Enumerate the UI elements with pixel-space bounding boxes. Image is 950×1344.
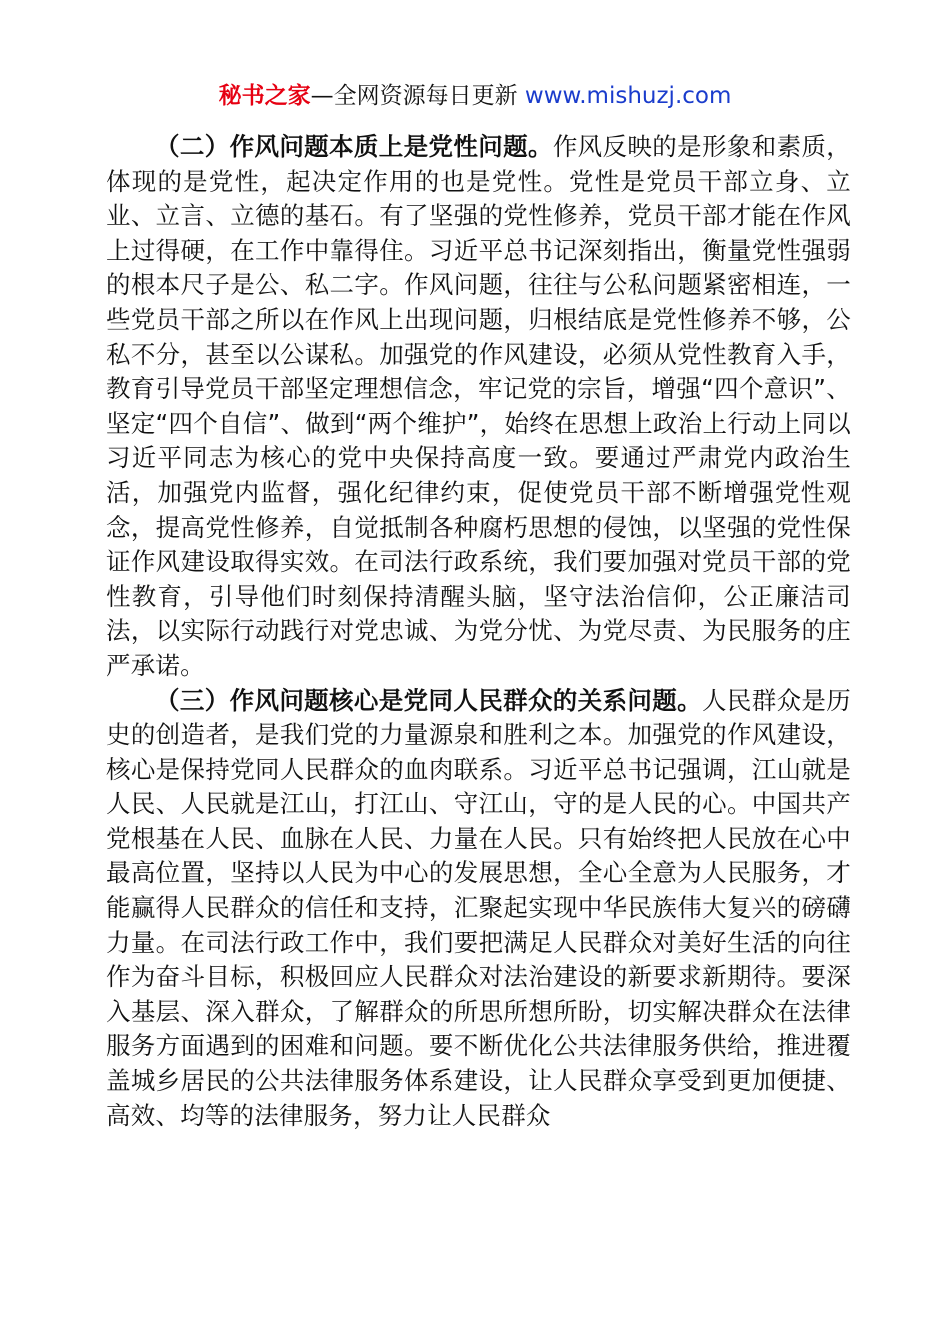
header-url-link[interactable]: www.mishuzj.com: [524, 83, 732, 109]
paragraph-three-heading: （三）作风问题核心是党同人民群众的关系问题。: [155, 685, 702, 715]
header-brand: 秘书之家: [218, 83, 311, 109]
header-tagline: —全网资源每日更新: [310, 83, 525, 109]
paragraph-two-heading: （二）作风问题本质上是党性问题。: [155, 132, 553, 161]
paragraph-two-text: 作风反映的是形象和素质，体现的是党性，起决定作用的也是党性。党性是党员干部立身、立业、立言、立德的基石。有了坚强的党性修养，党员干部才能在作风上过得硬，在工作中靠得住。习近平总书记深刻指出，衡量党性强弱的根本尺子是公、私二字。作风问题，往往与公私问题紧密相连，一些党员干部之所以在作风上出现问题，归根结底是党性修养不够，公私不分，甚至以公谋私。加强党的作风建设，必须从党性教育入手，教育引导党员干部坚定理想信念，牢记党的宗旨，增强“四个意识”、坚定“四个自信”、做到“两个维护”，始终在思想上政治上行动上同以习近平同志为核心的党中央保持高度一致。要通过严肃党内政治生活，加强党内监督，强化纪律约束，促使党员干部不断增强党性观念，提高党性修养，自觉抵制各种腐朽思想的侵蚀，以坚强的党性保证作风建设取得实效。在司法行政系统，我们要加强对党员干部的党性教育，引导他们时刻保持清醒头脑，坚守法治信仰，公正廉洁司法，以实际行动践行对党忠诚、为党分忧、为党尽责、为民服务的庄严承诺。: [106, 132, 851, 680]
paragraph-two: [106, 130, 851, 684]
paragraph-three: [106, 684, 851, 1134]
document-body: [106, 130, 851, 1133]
page-header: [0, 80, 950, 112]
paragraph-three-text: 人民群众是历史的创造者，是我们党的力量源泉和胜利之本。加强党的作风建设，核心是保持党同人民群众的血肉联系。习近平总书记强调，江山就是人民、人民就是江山，打江山、守江山，守的是人民的心。中国共产党根基在人民、血脉在人民、力量在人民。只有始终把人民放在心中最高位置，坚持以人民为中心的发展思想，全心全意为人民服务，才能赢得人民群众的信任和支持，汇聚起实现中华民族伟大复兴的磅礴力量。在司法行政工作中，我们要把满足人民群众对美好生活的向往作为奋斗目标，积极回应人民群众对法治建设的新要求新期待。要深入基层、深入群众，了解群众的所思所想所盼，切实解决群众在法律服务方面遇到的困难和问题。要不断优化公共法律服务供给，推进覆盖城乡居民的公共法律服务体系建设，让人民群众享受到更加便捷、高效、均等的法律服务，努力让人民群众: [106, 685, 851, 1130]
